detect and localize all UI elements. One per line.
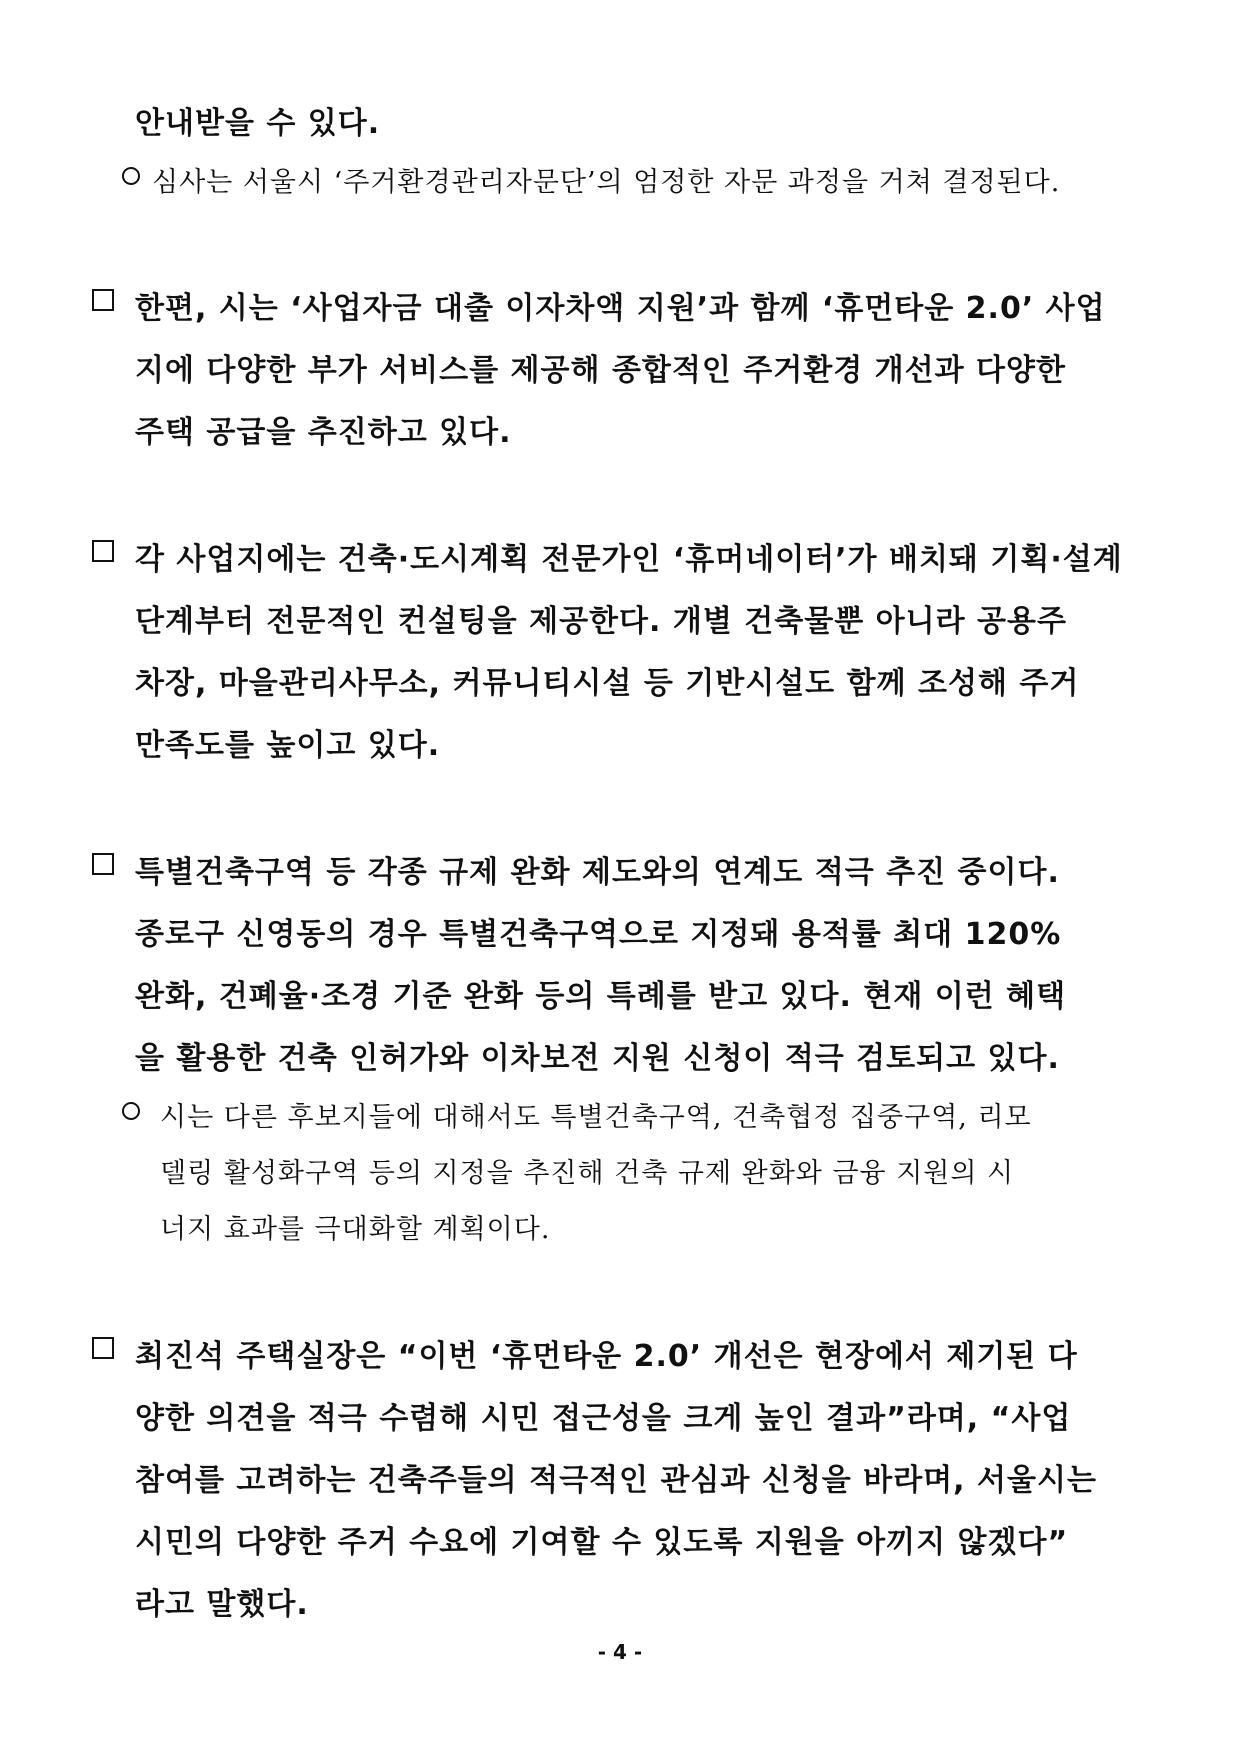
section1-line3: 주택 공급을 추진하고 있다.	[135, 415, 512, 450]
section4-line4: 시민의 다양한 주거 수요에 기여할 수 있도록 지원을 아끼지 않겠다”	[135, 1525, 1069, 1560]
page-number: - 4 -	[597, 1640, 643, 1664]
section2-line2: 단계부터 전문적인 컨설팅을 제공한다. 개별 건축물뿐 아니라 공용주	[135, 604, 1067, 639]
section3-line2: 종로구 신영동의 경우 특별건축구역으로 지정돼 용적률 최대 120%	[135, 917, 1062, 952]
section4-line5: 라고 말했다.	[135, 1587, 309, 1622]
section3-sub-line3: 너지 효과를 극대화할 계획이다.	[160, 1214, 551, 1245]
circle-bullet-icon	[122, 1102, 140, 1120]
section1-line1: 한편, 시는 ‘사업자금 대출 이자차액 지원’과 함께 ‘휴먼타운 2.0’ 사업	[135, 291, 1106, 326]
square-bullet-icon	[92, 540, 114, 562]
section4-line1: 최진석 주택실장은 “이번 ‘휴먼타운 2.0’ 개선은 현장에서 제기된 다	[135, 1339, 1078, 1374]
section1-line2: 지에 다양한 부가 서비스를 제공해 종합적인 주거환경 개선과 다양한	[135, 353, 1066, 388]
section3-sub-line1: 시는 다른 후보지들에 대해서도 특별건축구역, 건축협정 집중구역, 리모	[160, 1102, 1032, 1133]
circle-bullet-icon	[122, 167, 140, 185]
section3-line3: 완화, 건폐율·조경 기준 완화 등의 특례를 받고 있다. 현재 이런 혜택	[135, 979, 1067, 1014]
section2-line4: 만족도를 높이고 있다.	[135, 728, 441, 763]
section3-sub-line2: 델링 활성화구역 등의 지정을 추진해 건축 규제 완화와 금융 지원의 시	[160, 1158, 1015, 1189]
section3-line1: 특별건축구역 등 각종 규제 완화 제도와의 연계도 적극 추진 중이다.	[135, 855, 1060, 890]
continuation-line: 안내받을 수 있다.	[135, 106, 381, 141]
square-bullet-icon	[92, 1337, 114, 1359]
section2-line3: 차장, 마을관리사무소, 커뮤니티시설 등 기반시설도 함께 조성해 주거	[135, 666, 1080, 701]
square-bullet-icon	[92, 289, 114, 311]
square-bullet-icon	[92, 853, 114, 875]
section2-line1: 각 사업지에는 건축·도시계획 전문가인 ‘휴머네이터’가 배치돼 기획·설계	[135, 542, 1123, 577]
section4-line2: 양한 의견을 적극 수렴해 시민 접근성을 크게 높인 결과”라며, “사업	[135, 1401, 1072, 1436]
section4-line3: 참여를 고려하는 건축주들의 적극적인 관심과 신청을 바라며, 서울시는	[135, 1463, 1097, 1498]
sub-bullet-text: 심사는 서울시 ‘주거환경관리자문단’의 엄정한 자문 과정을 거쳐 결정된다.	[152, 167, 1061, 198]
section3-line4: 을 활용한 건축 인허가와 이차보전 지원 신청이 적극 검토되고 있다.	[135, 1041, 1060, 1076]
